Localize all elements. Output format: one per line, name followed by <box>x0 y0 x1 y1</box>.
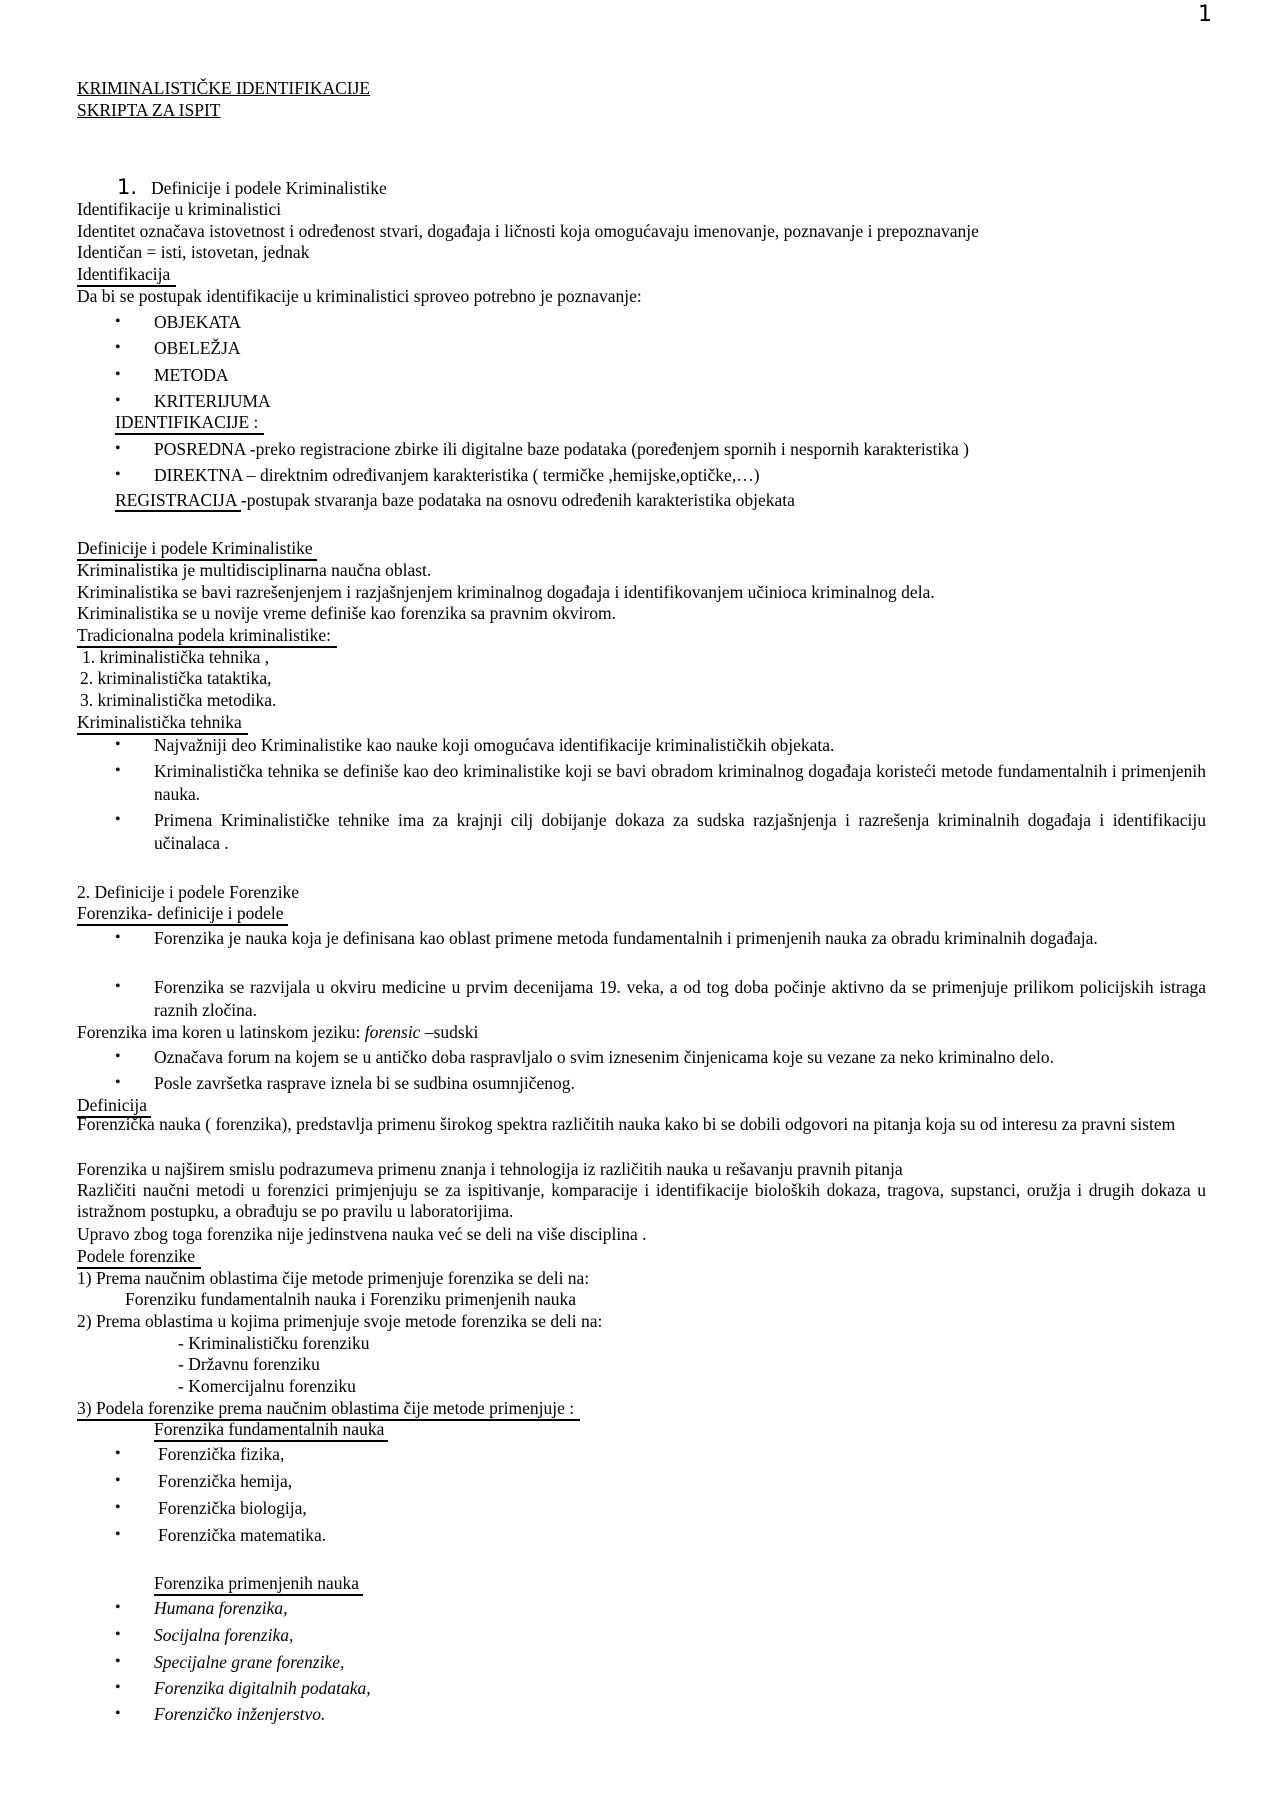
bullet-icon: • <box>115 313 121 330</box>
subheading-identifikacije: Identifikacije u kriminalistici <box>77 199 282 219</box>
para-kriminalistika-1: Kriminalistika je multidisciplinarna naučna oblast. <box>77 560 432 580</box>
subheading-tradicionalna-podela: Tradicionalna podela kriminalistike: <box>77 624 337 648</box>
bullet-icon: • <box>115 1626 121 1643</box>
list-item: Forenzika digitalnih podataka, <box>154 1678 371 1698</box>
list-item-direktna: DIREKTNA – direktnim određivanjem karakteristika ( termičke ,hemijske,optičke,…) <box>154 465 760 485</box>
page-number: 1 <box>1198 2 1212 27</box>
list-item: Posle završetka rasprave iznela bi se sudbina osumnjičenog. <box>154 1073 575 1093</box>
bullet-icon: • <box>115 466 121 483</box>
registracija-text: -postupak stvaranja baze podataka na osnovu određenih karakteristika objekata <box>240 490 795 510</box>
podela-1-detail: Forenziku fundamentalnih nauka i Forenziku primenjenih nauka <box>125 1289 576 1309</box>
para-definicija-3: Različiti naučni metodi u forenzici primjenjuju se za ispitivanje, komparacije i identifikacije bioloških dokaza, tragova, supstanci, oružja i drugih dokaza u istražnom postupku, a obrađuju se po pravilu u laboratorijima. <box>77 1180 1206 1221</box>
list-item: Kriminalistička tehnika se definiše kao deo kriminalistike koji se bavi obradom kriminalnog događaja koristeći metode fundamentalnih i primenjenih nauka. <box>154 761 1206 804</box>
list-item: Primena Kriminalističke tehnike ima za krajnji cilj dobijanje dokaza za sudska razjašnjenja i razrešenja kriminalnih događaja i identifikaciju učinalaca . <box>154 810 1206 853</box>
bullet-icon: • <box>115 1074 121 1091</box>
bullet-icon: • <box>115 929 121 946</box>
bullet-icon: • <box>115 392 121 409</box>
list-item: Označava forum na kojem se u antičko doba raspravljalo o svim iznesenim činjenicama koje su vezane za neko kriminalno delo. <box>154 1047 1054 1067</box>
para-registracija <box>115 489 795 511</box>
list-item-posredna <box>154 438 969 460</box>
bullet-icon: • <box>115 811 121 828</box>
doc-subtitle: SKRIPTA ZA ISPIT <box>77 100 221 120</box>
para-kriminalistika-3: Kriminalistika se u novije vreme definiše kao forenzika sa pravnim okvirom. <box>77 603 616 623</box>
bullet-icon: • <box>115 1705 121 1722</box>
section-1-title: Definicije i podele Kriminalistike <box>151 178 387 198</box>
para-dabi: Da bi se postupak identifikacije u kriminalistici sproveo potrebno je poznavanje: <box>77 286 642 306</box>
list-item: OBELEŽJA <box>154 338 241 358</box>
para-definicija-1: Forenzička nauka ( forenzika), predstavlja primenu širokog spektra različitih nauka kako bi se dobili odgovori na pitanja koja su od interesu za pravni sistem <box>77 1114 1176 1134</box>
list-item: 1. kriminalistička tehnika , <box>82 647 270 667</box>
bullet-icon: • <box>115 1599 121 1616</box>
list-item: Humana forenzika, <box>154 1598 288 1618</box>
bullet-icon: • <box>115 762 121 779</box>
para-identican: Identičan = isti, istovetan, jednak <box>77 242 310 262</box>
bullet-icon: • <box>115 366 121 383</box>
list-item: Forenzika se razvijala u okviru medicine u prvim decenijama 19. veka, a od tog doba počinje aktivno da se primenjuje prilikom policijskih istraga raznih zločina. <box>154 977 1206 1020</box>
bullet-icon: • <box>115 1445 121 1462</box>
subheading-podele-forenzike: Podele forenzike <box>77 1245 201 1269</box>
bullet-icon: • <box>115 736 121 753</box>
doc-title: KRIMINALISTIČKE IDENTIFIKACIJE <box>77 78 371 98</box>
para-koren <box>77 1021 478 1043</box>
list-item: Socijalna forenzika, <box>154 1625 294 1645</box>
list-item: - Državnu forenziku <box>178 1354 320 1374</box>
subheading-definicija: Definicija <box>77 1094 151 1118</box>
para-definicija-4: Upravo zbog toga forenzika nije jedinstvena nauka već se deli na više disciplina . <box>77 1224 647 1244</box>
subheading-identifikacija: Identifikacija <box>77 263 176 287</box>
list-item: 3. kriminalistička metodika. <box>80 690 277 710</box>
section-2-heading: 2. Definicije i podele Forenzike <box>77 882 300 902</box>
subheading-primenjenih: Forenzika primenjenih nauka <box>154 1572 363 1596</box>
subheading-kriminalisticka-tehnika: Kriminalistička tehnika <box>77 711 248 735</box>
koren-post: –sudski <box>420 1022 479 1042</box>
podela-2: 2) Prema oblastima u kojima primenjuje svoje metode forenzika se deli na: <box>77 1311 603 1331</box>
registracija-label: REGISTRACIJA <box>115 490 241 510</box>
subheading-forenzika-definicije: Forenzika- definicije i podele <box>77 902 288 926</box>
list-item: OBJEKATA <box>154 312 242 332</box>
podela-1: 1) Prema naučnim oblastima čije metode primenjuje forenzika se deli na: <box>77 1268 590 1288</box>
subheading-fundamentalnih: Forenzika fundamentalnih nauka <box>154 1418 388 1442</box>
list-item: - Kriminalističku forenziku <box>178 1333 370 1353</box>
koren-pre: Forenzika ima koren u latinskom jeziku: <box>77 1022 365 1042</box>
section-1-number: 1. <box>117 175 138 199</box>
bullet-icon: • <box>115 1653 121 1670</box>
bullet-icon: • <box>115 978 121 995</box>
list-item: Forenzičko inženjerstvo. <box>154 1704 326 1724</box>
list-item: Forenzička hemija, <box>158 1471 293 1491</box>
list-item: Forenzička biologija, <box>158 1498 307 1518</box>
bullet-icon: • <box>115 1526 121 1543</box>
list-item: Forenzička matematika. <box>158 1525 327 1545</box>
list-item: 2. kriminalistička tataktika, <box>80 668 272 688</box>
subheading-definicije-kriminalistike: Definicije i podele Kriminalistike <box>77 537 317 561</box>
para-kriminalistika-2: Kriminalistika se bavi razrešenjenjem i razjašnjenjem kriminalnog događaja i identifikovanjem učinioca kriminalnog dela. <box>77 582 935 602</box>
bullet-icon: • <box>115 1472 121 1489</box>
list-item: Forenzika je nauka koja je definisana kao oblast primene metoda fundamentalnih i primenjenih nauka za obradu kriminalnih događaja. <box>154 928 1098 948</box>
para-definicija-2: Forenzika u najširem smislu podrazumeva primenu znanja i tehnologija iz različitih nauka u rešavanju pravnih pitanja <box>77 1159 903 1179</box>
posredna-label: POSREDNA - <box>154 439 256 459</box>
list-item: Najvažniji deo Kriminalistike kao nauke koji omogućava identifikacije kriminalističkih objekata. <box>154 735 835 755</box>
list-item: Specijalne grane forenzike, <box>154 1652 345 1672</box>
list-item: - Komercijalnu forenziku <box>178 1376 356 1396</box>
list-item: Forenzička fizika, <box>158 1444 285 1464</box>
bullet-icon: • <box>115 1679 121 1696</box>
podela-3: 3) Podela forenzike prema naučnim oblastima čije metode primenjuje : <box>77 1397 580 1421</box>
section-1-heading <box>117 176 387 199</box>
bullet-icon: • <box>115 1499 121 1516</box>
koren-latin-word: forensic <box>364 1022 421 1042</box>
bullet-icon: • <box>115 339 121 356</box>
label-identifikacije: IDENTIFIKACIJE : <box>115 411 264 435</box>
para-identitet: Identitet označava istovetnost i određenost stvari, događaja i ličnosti koja omogućavaju imenovanje, poznavanje i prepoznavanje <box>77 221 979 241</box>
list-item: METODA <box>154 365 229 385</box>
posredna-text: preko registracione zbirke ili digitalne baze podataka (poređenjem spornih i nespornih karakteristika ) <box>255 439 969 459</box>
bullet-icon: • <box>115 440 121 457</box>
list-item: KRITERIJUMA <box>154 391 271 411</box>
bullet-icon: • <box>115 1048 121 1065</box>
